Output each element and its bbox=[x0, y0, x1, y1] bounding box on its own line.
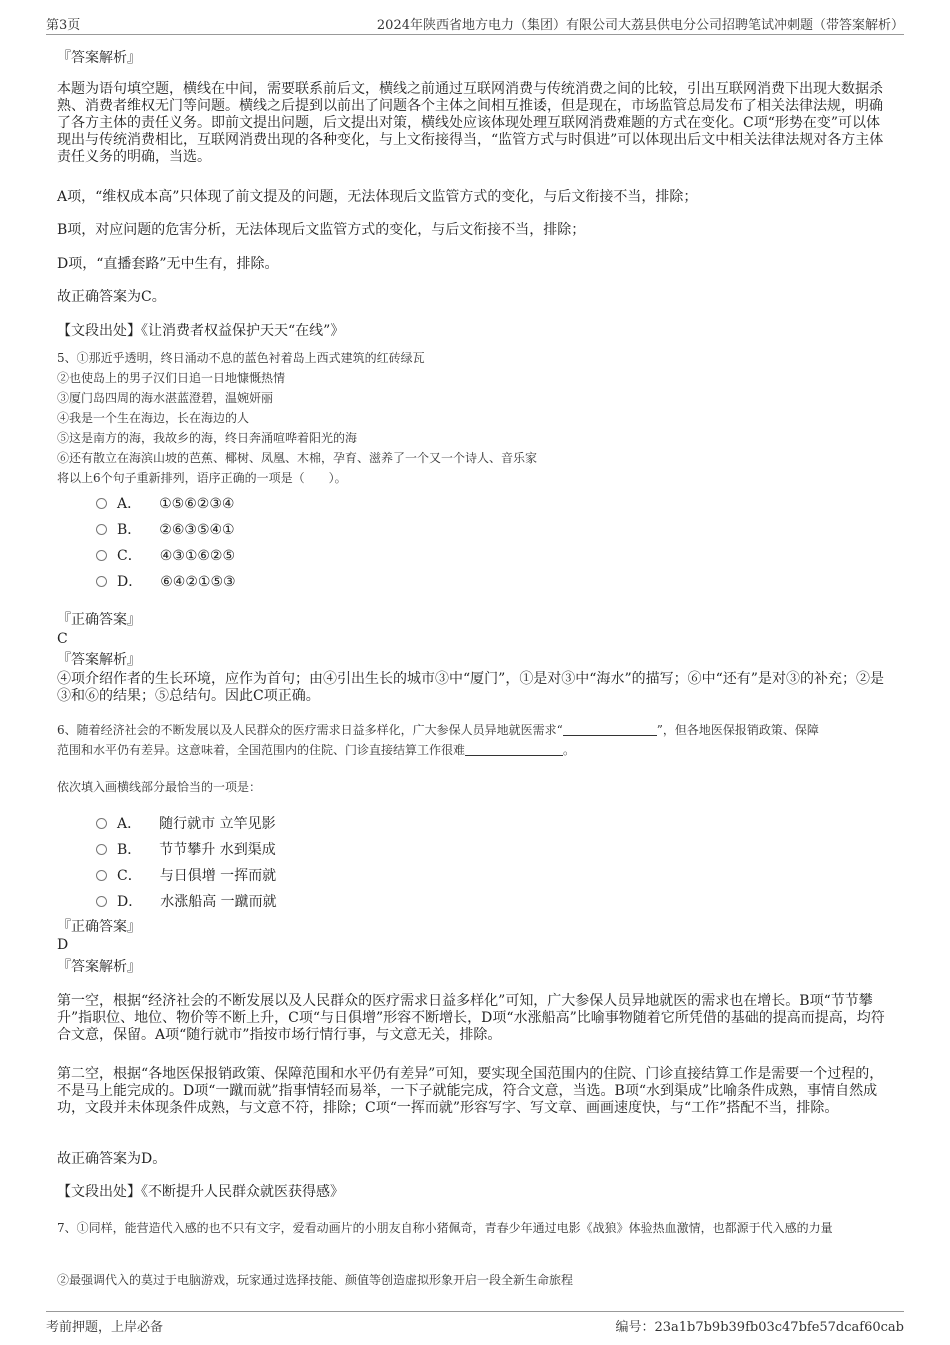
q6-option-d[interactable]: D． 水涨船高 一蹴而就 bbox=[96, 891, 277, 909]
q5-line: ⑤这是南方的海，我故乡的海，终日奔涌喧哗着阳光的海 bbox=[57, 431, 358, 445]
radio-circle-icon[interactable] bbox=[96, 498, 107, 509]
radio-circle-icon[interactable] bbox=[96, 818, 107, 829]
q5-line: ②也使岛上的男子汉们日追一日地慷慨热情 bbox=[57, 371, 286, 385]
q4-analysis-paragraph: 本题为语句填空题，横线在中间，需要联系前后文，横线之前通过互联网消费与传统消费之间的比较，引出互联网消费下出现大数据杀熟、消费者维权无门等问题。横线之后提到以前出了问题各个主体之间相互推诿，但是现在，市场监管总局发布了相关法律法规，明确了各方主体的责任义务。即前文提出问题，后文提出对策，横线处应该体现处理互联网消费难题的方式在变化。C项“形势在变”可以体现出与传统消费相比，互联网消费出现的各种变化，与上文衔接得当，“监管方式与时俱进”可以体现出后文中相关法律法规对各方主体责任义务的明确，当选。 bbox=[57, 81, 884, 165]
q7-line-2: ②最强调代入的莫过于电脑游戏，玩家通过选择技能、颜值等创造虚拟形象开启一段全新生命旅程 bbox=[57, 1273, 574, 1287]
q5-analysis-label: 『答案解析』 bbox=[57, 652, 141, 668]
q6-prompt: 依次填入画横线部分最恰当的一项是： bbox=[57, 780, 262, 794]
q5-line: ③厦门岛四周的海水湛蓝澄碧，温婉妍丽 bbox=[57, 391, 274, 405]
page-number: 第3页 bbox=[46, 18, 81, 33]
document-code: 编号：23a1b7b9b39fb03c47bfe57dcaf60cab bbox=[615, 1320, 904, 1335]
page-header bbox=[46, 14, 904, 35]
radio-circle-icon[interactable] bbox=[96, 870, 107, 881]
q6-option-b[interactable]: B． 节节攀升 水到渠成 bbox=[96, 839, 276, 857]
radio-circle-icon[interactable] bbox=[96, 896, 107, 907]
q6-stem: 6、随着经济社会的不断发展以及人民群众的医疗需求日益多样化，广大参保人员异地就医需求“ ”，但各地医保报销政策、保障 范围和水平仍有差异。这意味着，全国范围内的住院、门诊直接结算工作很难 。 bbox=[57, 723, 819, 757]
q5-analysis: ④项介绍作者的生长环境，应作为首句；由④引出生长的城市③中“厦门”，①是对③中“海水”的描写；⑥中“还有”是对③的补充；②是③和⑥的结果；⑤总结句。因此C项正确。 bbox=[57, 671, 884, 704]
q4-source: 【文段出处】《让消费者权益保护天天“在线”》 bbox=[57, 323, 345, 339]
q6-analysis-first-blank: 第一空，根据“经济社会的不断发展以及人民群众的医疗需求日益多样化”可知，广大参保人员异地就医的需求也在增长。B项“节节攀升”指职位、地位、物价等不断上升，C项“与日俱增”形容不断增长，D项“水涨船高”比喻事物随着它所凭借的基础的提高而提高，均符合文意，保留。A项“随行就市”指按市场行情行事，与文意无关，排除。 bbox=[57, 993, 885, 1043]
radio-circle-icon[interactable] bbox=[96, 844, 107, 855]
q6-option-a[interactable]: A． 随行就市 立竿见影 bbox=[96, 813, 276, 831]
q6-analysis-second-blank: 第二空，根据“各地医保报销政策、保障范围和水平仍有差异”可知，要实现全国范围内的住院、门诊直接结算工作是需要一个过程的，不是马上能完成的。D项“一蹴而就”指事情轻而易举，一下子就能完成，符合文意，当选。B项“水到渠成”比喻条件成熟，事情自然成功，文段并未体现条件成熟，与文意不符，排除；C项“一挥而就”形容写字、写文章、画画速度快，与“工作”搭配不当，排除。 bbox=[57, 1066, 884, 1116]
q4-analysis-option-d: D项，“直播套路”无中生有，排除。 bbox=[57, 256, 279, 272]
q4-analysis-option-a: A项，“维权成本高”只体现了前文提及的问题，无法体现后文监管方式的变化，与后文衔接不当，排除； bbox=[57, 189, 698, 205]
q5-stem bbox=[57, 348, 892, 488]
q6-conclusion: 故正确答案为D。 bbox=[57, 1151, 167, 1167]
q6-source: 【文段出处】《不断提升人民群众就医获得感》 bbox=[57, 1184, 344, 1200]
q5-option-d[interactable]: D． ⑥④②①⑤③ bbox=[96, 571, 236, 589]
q4-analysis-label: 『答案解析』 bbox=[57, 50, 141, 66]
q5-option-c[interactable]: C． ④③①⑥②⑤ bbox=[96, 545, 235, 563]
radio-circle-icon[interactable] bbox=[96, 524, 107, 535]
q4-analysis-option-b: B项，对应问题的危害分析，无法体现后文监管方式的变化，与后文衔接不当，排除； bbox=[57, 222, 586, 238]
radio-circle-icon[interactable] bbox=[96, 550, 107, 561]
q6-option-c[interactable]: C． 与日俱增 一挥而就 bbox=[96, 865, 276, 883]
footer-slogan: 考前押题，上岸必备 bbox=[46, 1320, 164, 1335]
fill-blank-2 bbox=[465, 743, 563, 756]
q7-line-1: 7、①同样，能营造代入感的也不只有文字，爱看动画片的小朋友自称小猪佩奇，青春少年通过电影《战狼》体验热血激情，也都源于代入感的力量 bbox=[57, 1221, 833, 1235]
q4-conclusion: 故正确答案为C。 bbox=[57, 289, 166, 305]
q5-answer: C bbox=[57, 631, 68, 647]
q5-line: 将以上6个句子重新排列，语序正确的一项是（ ）。 bbox=[57, 471, 347, 485]
document-title: 2024年陕西省地方电力（集团）有限公司大荔县供电分公司招聘笔试冲刺题（带答案解析） bbox=[376, 18, 904, 33]
radio-circle-icon[interactable] bbox=[96, 576, 107, 587]
q5-line: ⑥还有散立在海滨山坡的芭蕉、椰树、凤凰、木棉，孕育、滋养了一个又一个诗人、音乐家 bbox=[57, 451, 538, 465]
q5-option-a[interactable]: A． ①⑤⑥②③④ bbox=[96, 493, 234, 511]
page-footer bbox=[46, 1311, 904, 1340]
q5-line: 5、①那近乎透明，终日涌动不息的蓝色衬着岛上西式建筑的红砖绿瓦 bbox=[57, 351, 425, 365]
fill-blank-1 bbox=[563, 723, 657, 736]
q6-analysis-label: 『答案解析』 bbox=[57, 959, 141, 975]
q5-answer-label: 『正确答案』 bbox=[57, 612, 141, 628]
q6-answer: D bbox=[57, 937, 69, 953]
q5-line: ④我是一个生在海边，长在海边的人 bbox=[57, 411, 250, 425]
q6-answer-label: 『正确答案』 bbox=[57, 919, 141, 935]
q5-option-b[interactable]: B． ②⑥③⑤④① bbox=[96, 519, 235, 537]
